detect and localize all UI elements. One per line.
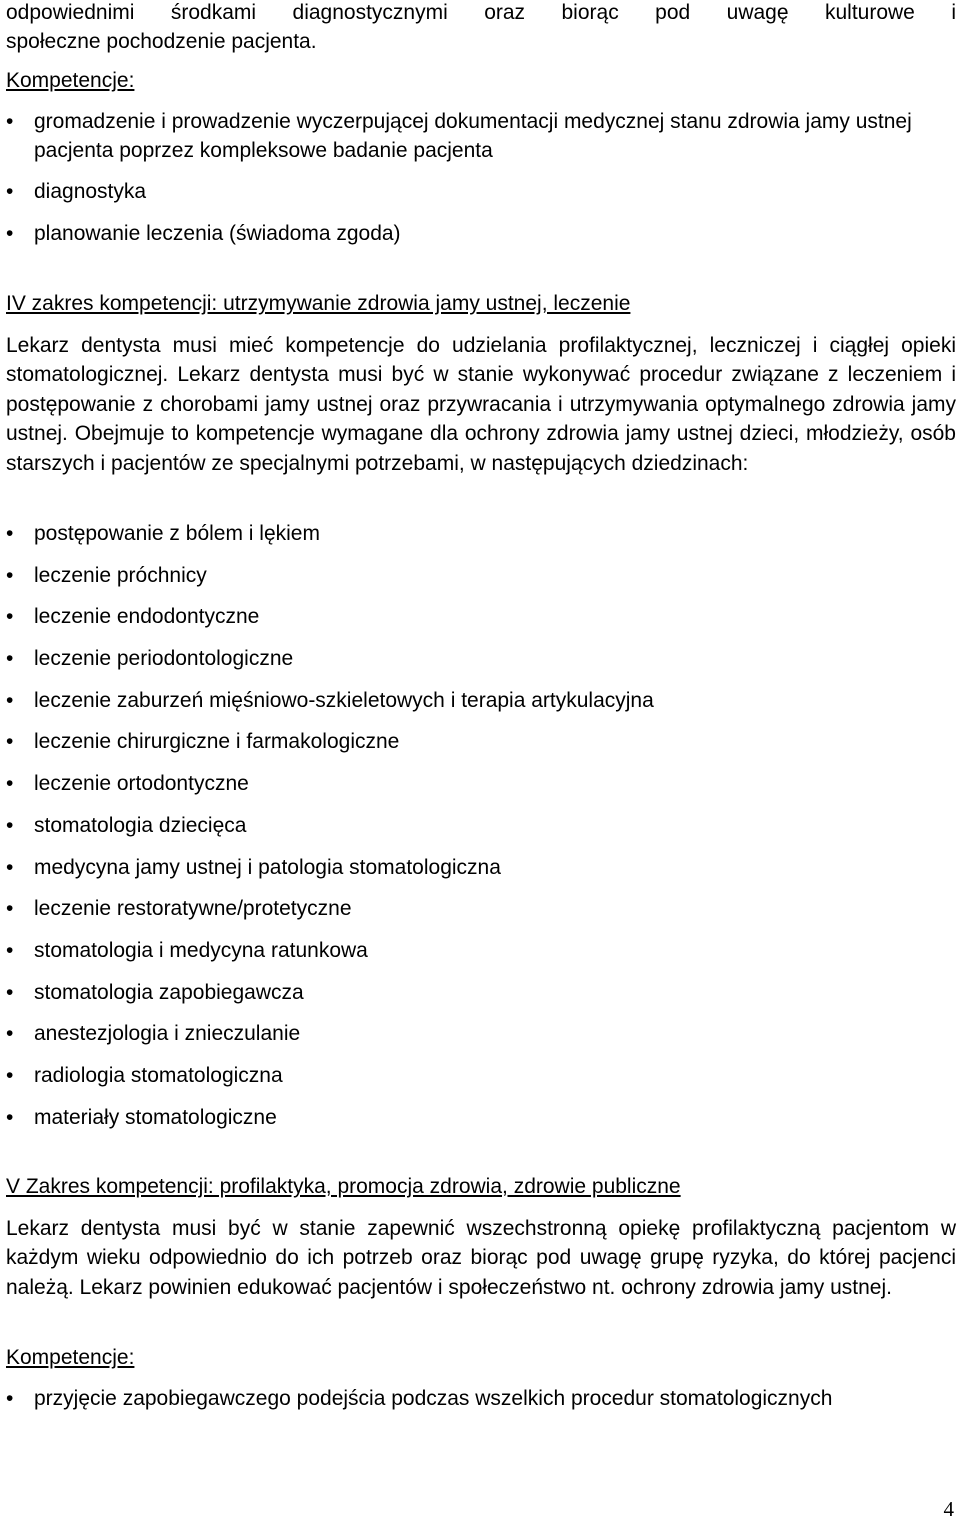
bullet-item-label: gromadzenie i prowadzenie wyczerpującej dokumentacji medycznej stanu zdrowia jamy ustnej pacjenta poprzez kompleksowe badanie pacjenta bbox=[34, 110, 912, 163]
list-item-label: medycyna jamy ustnej i patologia stomatologiczna bbox=[34, 855, 501, 879]
list-item-label: leczenie restoratywne/protetyczne bbox=[34, 897, 352, 921]
list-item-label: leczenie ortodontyczne bbox=[34, 772, 249, 796]
bullet-item-label: • przyjęcie zapobiegawczego podejścia podczas wszelkich procedur stomatologicznych bbox=[34, 1387, 833, 1410]
bullet-item-label: diagnostyka bbox=[34, 180, 147, 203]
list-item bbox=[6, 936, 956, 978]
section-iv-paragraph: Lekarz dentysta musi mieć kompetencje do udzielania profilaktycznej, leczniczej i ciągłej opieki stomatologicznej. Lekarz dentysta musi być w stanie wykonywać procedur związane z leczeniem i postępowanie z chorobami jamy ustnej oraz przywracania i utrzymywania optymalnego zdrowia jamy ustnej. Obejmuje to kompetencje wymagane dla ochrony zdrowia jamy ustnej dzieci, młodzieży, osób starszych i pacjentów ze specjalnymi potrzebami, w następujących dziedzinach: bbox=[6, 334, 956, 475]
bullet-item-preventive-approach bbox=[6, 1384, 956, 1413]
bullet-icon: • bbox=[6, 1063, 14, 1087]
bullet-icon: • bbox=[6, 772, 14, 796]
page-number: 4 bbox=[943, 1497, 954, 1521]
list-item bbox=[6, 561, 956, 603]
bullet-icon: • bbox=[6, 605, 14, 629]
list-item bbox=[6, 853, 956, 895]
bullet-icon: • bbox=[6, 522, 14, 545]
bullet-item-diagnostics bbox=[6, 177, 956, 206]
bullet-icon: • bbox=[6, 688, 14, 712]
section-iv-list bbox=[6, 519, 956, 1144]
list-item bbox=[6, 519, 956, 561]
competences-label-section5: Kompetencje: bbox=[6, 1346, 135, 1369]
competences-label-section3: Kompetencje: bbox=[6, 69, 135, 92]
list-item-label: postępowanie z bólem i lękiem bbox=[34, 522, 320, 545]
section-heading-iv: IV zakres kompetencji: utrzymywanie zdrowia jamy ustnej, leczenie bbox=[6, 292, 631, 315]
list-item bbox=[6, 727, 956, 769]
list-item-label: leczenie zaburzeń mięśniowo-szkieletowych i terapia artykulacyjna bbox=[34, 688, 654, 712]
bullet-item-label: planowanie leczenia (świadoma zgoda) bbox=[34, 222, 401, 245]
list-item bbox=[6, 644, 956, 686]
bullet-icon: • bbox=[6, 1105, 14, 1129]
section-v-paragraph: Lekarz dentysta musi być w stanie zapewnić wszechstronną opiekę profilaktyczną pacjentom w każdym wieku odpowiednio do ich potrzeb oraz biorąc pod uwagę grupę ryzyka, do której pacjenci należą. Lekarz powinien edukować pacjentów i społeczeństwo nt. ochrony zdrowia jamy ustnej. bbox=[6, 1217, 956, 1299]
list-item bbox=[6, 769, 956, 811]
list-item-label: leczenie próchnicy bbox=[34, 563, 207, 587]
list-item-label: stomatologia i medycyna ratunkowa bbox=[34, 938, 368, 962]
list-item-label: stomatologia zapobiegawcza bbox=[34, 980, 304, 1004]
bullet-icon: • bbox=[6, 855, 14, 879]
list-item bbox=[6, 686, 956, 728]
list-item bbox=[6, 811, 956, 853]
bullet-item-documentation bbox=[6, 107, 956, 166]
bullet-icon: • bbox=[6, 897, 14, 921]
intro-line-1: odpowiednimi środkami diagnostycznymi oraz biorąc pod uwagę kulturowe i bbox=[6, 1, 956, 24]
list-item-label: radiologia stomatologiczna bbox=[34, 1063, 283, 1087]
bullet-icon: • bbox=[6, 980, 14, 1004]
bullet-icon: • bbox=[6, 1022, 14, 1046]
list-item-label: materiały stomatologiczne bbox=[34, 1105, 277, 1129]
list-item bbox=[6, 1019, 956, 1061]
bullet-icon: • bbox=[6, 563, 14, 587]
list-item bbox=[6, 978, 956, 1020]
list-item bbox=[6, 602, 956, 644]
list-item-label: stomatologia dziecięca bbox=[34, 813, 247, 837]
section-heading-v: V Zakres kompetencji: profilaktyka, promocja zdrowia, zdrowie publiczne bbox=[6, 1175, 681, 1198]
bullet-icon: • bbox=[6, 938, 14, 962]
list-item-label: leczenie endodontyczne bbox=[34, 605, 260, 629]
list-item-label: leczenie periodontologiczne bbox=[34, 647, 294, 671]
list-item bbox=[6, 894, 956, 936]
list-item bbox=[6, 1061, 956, 1103]
list-item-label: leczenie chirurgiczne i farmakologiczne bbox=[34, 730, 400, 754]
bullet-icon: • bbox=[6, 813, 14, 837]
bullet-icon: • bbox=[6, 647, 14, 671]
list-item bbox=[6, 1103, 956, 1145]
intro-line-2: społeczne pochodzenie pacjenta. bbox=[6, 30, 317, 53]
bullet-item-treatment-planning bbox=[6, 219, 956, 248]
list-item-label: anestezjologia i znieczulanie bbox=[34, 1022, 301, 1046]
bullet-icon: • bbox=[6, 730, 14, 754]
